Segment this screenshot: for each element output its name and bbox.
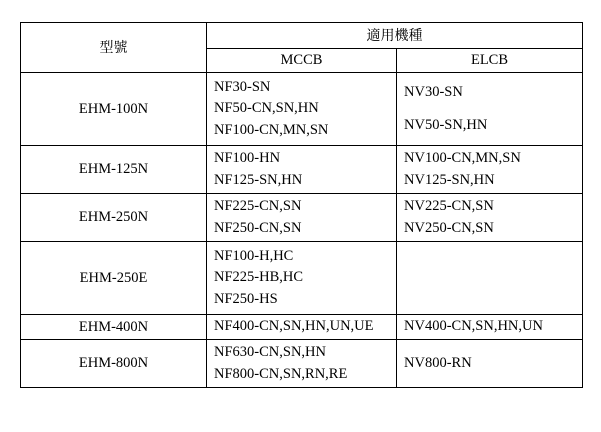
elcb-item: NV125-SN,HN	[404, 171, 495, 188]
mccb-item: NF225-HB,HC	[214, 269, 304, 286]
elcb-item: NV50-SN,HN	[404, 117, 488, 133]
model-cell: EHM-100N	[21, 73, 207, 146]
model-cell: EHM-400N	[21, 315, 207, 340]
elcb-cell	[397, 73, 583, 146]
elcb-item: NV100-CN,MN,SN	[404, 150, 521, 166]
mccb-item: NF250-HS	[214, 290, 278, 307]
elcb-item: NV225-CN,SN	[404, 198, 494, 214]
elcb-item: NV250-CN,SN	[404, 219, 494, 236]
mccb-cell	[207, 73, 397, 146]
mccb-item: NF50-CN,SN,HN	[214, 100, 319, 117]
elcb-cell	[397, 194, 583, 242]
elcb-cell	[397, 315, 583, 340]
elcb-cell	[397, 242, 583, 315]
mccb-cell	[207, 315, 397, 340]
mccb-item: NF250-CN,SN	[214, 219, 302, 236]
model-cell: EHM-250E	[21, 242, 207, 315]
table-row	[21, 194, 583, 242]
elcb-cell	[397, 340, 583, 388]
mccb-item: NF100-HN	[214, 150, 281, 166]
header-model: 型號	[21, 23, 207, 73]
mccb-item: NF400-CN,SN,HN,UN,UE	[214, 318, 374, 335]
table-row	[21, 73, 583, 146]
header-applicable: 適用機種	[207, 23, 583, 49]
model-cell: EHM-125N	[21, 146, 207, 194]
mccb-item: NF630-CN,SN,HN	[214, 344, 326, 360]
mccb-cell	[207, 146, 397, 194]
compatibility-table	[20, 22, 583, 388]
elcb-cell	[397, 146, 583, 194]
model-cell: EHM-250N	[21, 194, 207, 242]
mccb-item: NF100-CN,MN,SN	[214, 121, 329, 138]
mccb-item: NF100-H,HC	[214, 247, 294, 264]
mccb-item: NF225-CN,SN	[214, 198, 302, 214]
mccb-cell	[207, 242, 397, 315]
table-row	[21, 340, 583, 388]
header-elcb: ELCB	[397, 49, 583, 73]
mccb-cell	[207, 340, 397, 388]
mccb-item: NF30-SN	[214, 78, 271, 95]
elcb-item: NV800-RN	[404, 354, 472, 371]
mccb-item: NF125-SN,HN	[214, 171, 303, 188]
table-row	[21, 242, 583, 315]
mccb-item: NF800-CN,SN,RN,RE	[214, 365, 348, 382]
table-row	[21, 315, 583, 340]
model-cell: EHM-800N	[21, 340, 207, 388]
table-row	[21, 146, 583, 194]
mccb-cell	[207, 194, 397, 242]
elcb-item: NV30-SN	[404, 83, 463, 100]
header-mccb: MCCB	[207, 49, 397, 73]
elcb-item: NV400-CN,SN,HN,UN	[404, 318, 543, 335]
